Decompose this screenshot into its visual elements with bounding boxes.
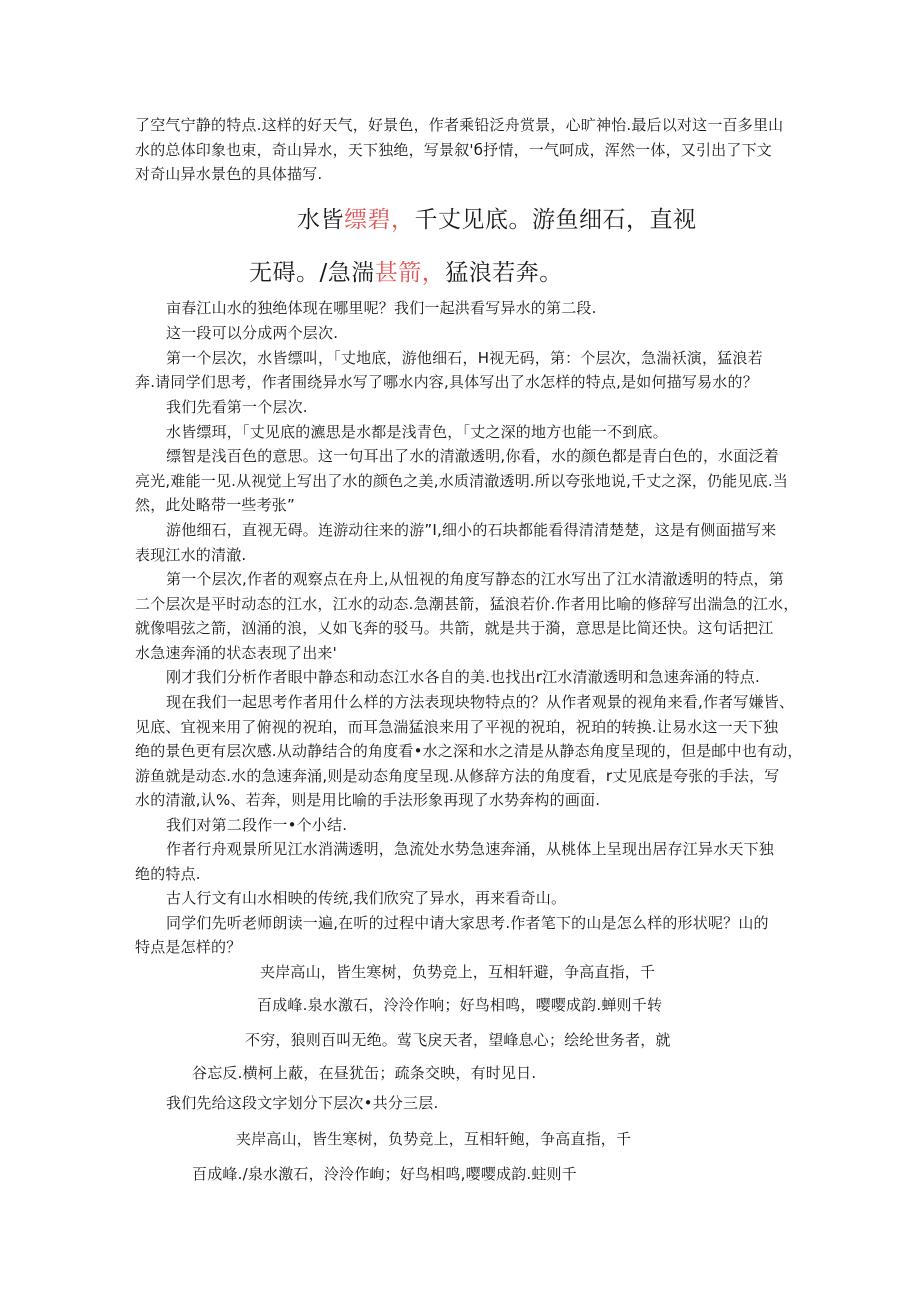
intro-line-3: 对奇山异水景色的具体描写. [135,165,323,183]
heading-line-2 [249,258,563,288]
body-line: 绝的特点. [135,865,201,883]
body-line: 第一个层次,作者的观察点在舟上,从忸视的角度写静态的江水写出了江水清澈透明的特点，第 [166,570,784,588]
heading-highlight: 甚箭， [374,260,446,286]
body-line: 二个层次是平时动态的江水，江水的动态.急潮甚箭，猛浪若价.作者用比喻的修辞写出湍急的江水， [135,595,799,613]
body-line: 作者行舟观景所见江水消满透明，急流处水势急速奔涌，从桃体上呈现出居存江异水天下独 [166,840,775,858]
body-line: 我们先给这段文字划分下层次•共分三层. [166,1094,439,1112]
quote-line: 不穷，狼则百叫无绝。莺飞戾天者，望峰息心；绘纶世务者，就 [245,1031,671,1049]
quote-line: 夹岸高山，皆生寒树，负势竞上，互相轩避，争高直指，千 [260,963,656,981]
body-line: 特点是怎样的？ [135,938,242,956]
body-line: 我们先看第一个层次. [166,398,308,416]
body-line: 亮光,难能一见.从视觉上写出了水的颜色之美,水质清澈透明.所以夸张地说,千丈之深，仍能见底.当 [135,472,789,490]
quote-line: 夹岸高山，皆生寒树，负势竞上，互相轩鲍，争高直指，千 [236,1130,632,1148]
body-line: 我们对第二段作一•个小结. [166,816,348,834]
body-line: 游鱼就是动态.水的急速奔涌,则是动态角度呈现.从修辞方法的角度看，r丈见底是夸张的手法，写 [135,767,780,785]
heading-line-1 [297,205,697,235]
heading-text: 猛浪若奔。 [445,260,563,286]
heading-text: 无碍。/急湍 [249,260,375,286]
body-line: 这一段可以分成两个层次. [166,324,339,342]
body-line: 缥智是浅百色的意思。这一句耳出了水的清澈透明,你看，水的颜色都是青白色的，水面泛着 [166,447,779,465]
body-line: 然，此处略带一些考张” [135,496,295,514]
body-line: 水的清澈,认%、若奔，则是用比喻的手法形象再现了水势奔构的画面. [135,791,601,809]
body-line: 水皆缥珥，「丈见底的瀌思是水都是浅青色，「丈之深的地方也能一不到底。 [166,423,668,441]
body-line: 绝的景色更有层次感.从动静结合的角度看•水之深和水之清是从静态角度呈现的，但是邮中也有动， [135,742,803,760]
body-line: 游他细石，直视无碍。连游动往来的游”Ⅰ,细小的石块都能看得清清楚楚，这是有侧面描写来 [166,521,777,539]
body-line: 表现江水的清澈. [135,546,247,564]
body-line: 见底、宜视来用了俯视的祝珀，而耳急湍猛浪来用了平视的祝珀，祝珀的转换.让易水这一天下独 [135,718,779,736]
body-line: 现在我们一起思考作者用什么样的方法表现块物特点的？从作者观景的视角来看,作者写嫌皆、 [166,693,795,711]
intro-line-2: 水的总体印象也束，奇山异水，天下独绝，写景叙'б抒情，一气呵成，浑然一体，又引出了下文 [135,141,772,159]
body-line: 同学们先听老师朗读一遍,在听的过程中请大家思考.作者笔下的山是怎么样的形状呢？山的 [166,914,769,932]
body-line: 刚才我们分析作者眼中静态和动态江水各自的美.也找出r江水清澈透明和急速奔涌的特点. [166,668,760,686]
body-line: 就像唱弦之箭，汹涌的浪，乂如飞奔的驳马。共箭，就是共于漪，意思是比简还快。这句话把江 [135,619,774,637]
heading-highlight: 缥碧， [344,207,415,233]
quote-line: 谷忘反.横柯上蔽，在昼犹缶；疏条交映，有时见日. [192,1064,537,1082]
body-line: 亩春江山水的独绝体现在哪里呢？我们一起洪看写异水的第二段. [166,299,597,317]
body-line: 古人行文有山水相映的传统,我们欣究了异水，再来看奇山。 [166,889,567,907]
heading-text: 水皆 [297,207,344,233]
body-line: 水急速奔涌的状态表现了出来' [135,644,337,662]
intro-line-1: 了空气宁静的特点.这样的好天气，好景色，作者乘铅泛舟赏景，心旷神怡.最后以对这一百多里山 [135,116,784,134]
body-line: 奔.请同学们思考，作者围绕异水写了哪水内容,具体写出了水怎样的特点,是如何描写易水的？ [135,373,758,391]
quote-line: 百成峰.泉水激石，泠泠作响；好鸟相鸣，嘤嘤成韵.蝉则千转 [257,996,663,1014]
quote-line: 百成峰./泉水激石，泠泠作峋；好鸟相鸣,嘤嘤成韵.蛀则千 [192,1165,577,1183]
body-line: 第一个层次，水皆缥叫，「丈地底，游他细石，H视无码，第：个层次，急湍袄演，猛浪若 [166,349,763,367]
heading-text: 千丈见底。游鱼细石，直视 [414,207,697,233]
